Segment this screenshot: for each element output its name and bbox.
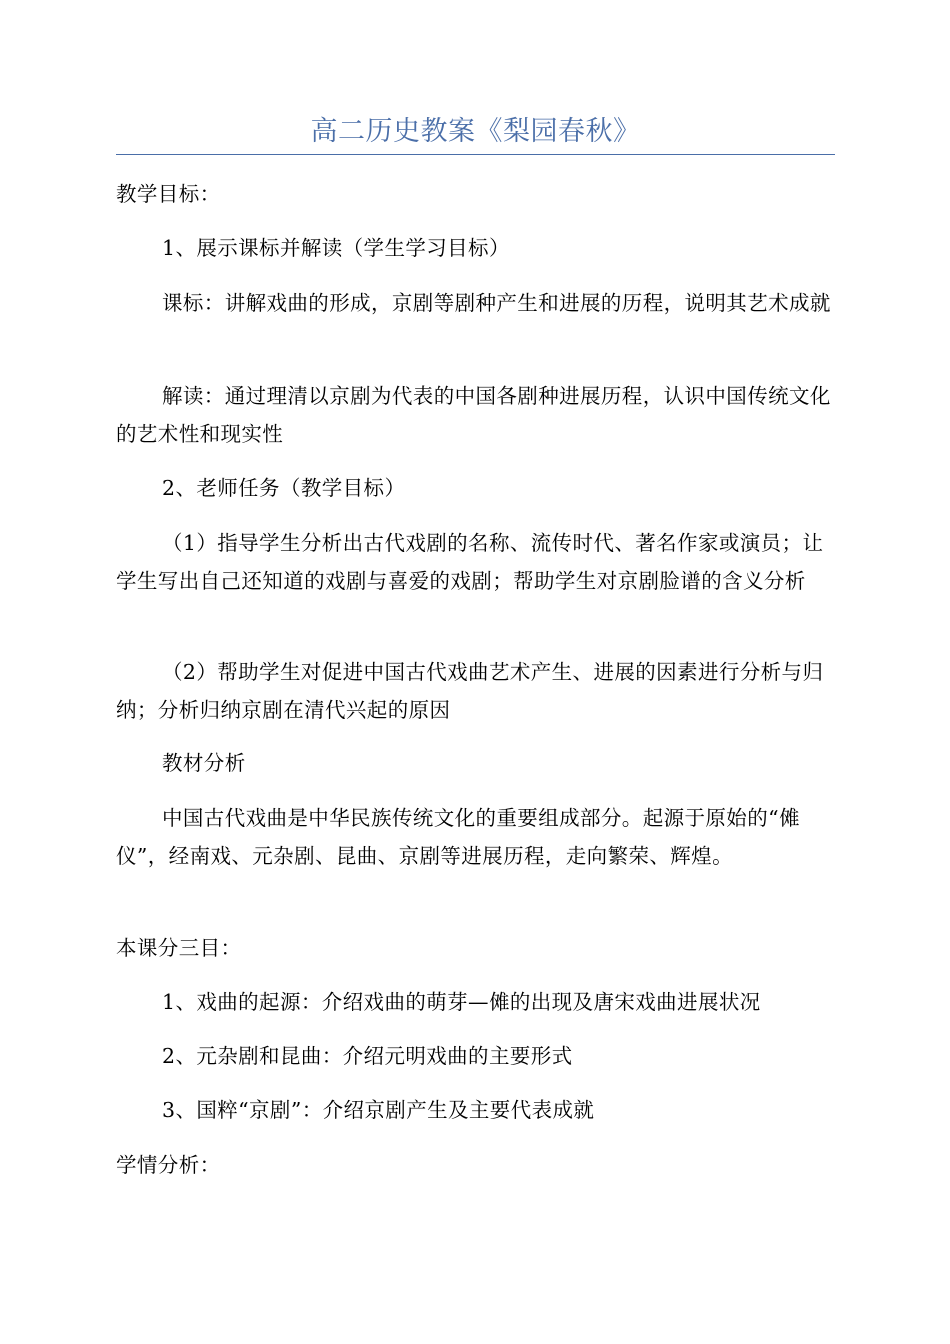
section-heading-material-analysis: 教材分析 (162, 751, 246, 775)
section-heading-student-analysis: 学情分析： (116, 1153, 221, 1177)
paragraph-interpretation: 解读：通过理清以京剧为代表的中国各剧种进展历程，认识中国传统文化的艺术性和现实性 (116, 384, 831, 446)
paragraph-item-2: 2、老师任务（教学目标） (162, 476, 406, 500)
paragraph-item-1: 1、展示课标并解读（学生学习目标） (162, 236, 510, 260)
list-item-part-3: 3、国粹“京剧”：介绍京剧产生及主要代表成就 (162, 1098, 595, 1122)
list-item-part-1: 1、戏曲的起源：介绍戏曲的萌芽—傩的出现及唐宋戏曲进展状况 (162, 990, 761, 1014)
section-heading-teaching-goals: 教学目标： (116, 182, 221, 206)
list-item-part-2: 2、元杂剧和昆曲：介绍元明戏曲的主要形式 (162, 1044, 573, 1068)
paragraph-task-1: （1）指导学生分析出古代戏剧的名称、流传时代、著名作家或演员；让学生写出自己还知道的戏剧与喜爱的戏剧；帮助学生对京剧脸谱的含义分析 (116, 531, 824, 593)
paragraph-material-body: 中国古代戏曲是中华民族传统文化的重要组成部分。起源于原始的“傩仪”，经南戏、元杂剧、昆曲、京剧等进展历程，走向繁荣、辉煌。 (116, 806, 800, 868)
title-underline (116, 154, 835, 155)
document-title: 高二历史教案《梨园春秋》 (310, 116, 641, 147)
section-heading-three-parts: 本课分三目： (116, 936, 242, 960)
paragraph-task-2: （2）帮助学生对促进中国古代戏曲艺术产生、进展的因素进行分析与归纳；分析归纳京剧在清代兴起的原因 (116, 660, 824, 722)
paragraph-curriculum: 课标：讲解戏曲的形成，京剧等剧种产生和进展的历程，说明其艺术成就 (162, 291, 831, 315)
